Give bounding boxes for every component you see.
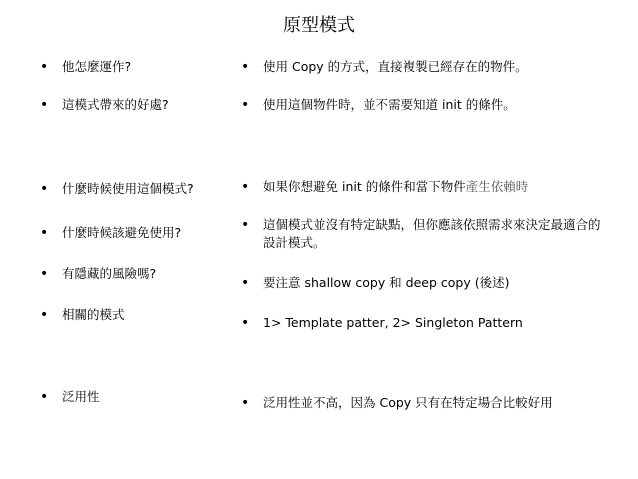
- question-column: [40, 0, 230, 479]
- bullet-icon: •: [40, 59, 49, 75]
- bullet-icon: •: [40, 225, 49, 241]
- answer-text: 使用這個物件時，並不需要知道 init 的條件。: [263, 97, 516, 112]
- list-item: [40, 180, 227, 198]
- answer-text-main: 如果你想避免 init 的條件和當下物件: [263, 179, 466, 194]
- list-item: [40, 58, 227, 76]
- list-item: [241, 58, 608, 76]
- question-text: 什麼時候該避免使用?: [62, 225, 182, 240]
- bullet-icon: •: [40, 266, 49, 282]
- bullet-icon: •: [40, 307, 49, 323]
- question-text: 這模式帶來的好處?: [62, 97, 169, 112]
- answer-text-suffix: 產生依賴時: [465, 179, 529, 194]
- bullet-icon: •: [241, 315, 250, 331]
- list-item: [40, 265, 227, 283]
- bullet-icon: •: [241, 179, 250, 195]
- bullet-icon: •: [241, 59, 250, 75]
- bullet-icon: •: [241, 395, 250, 411]
- question-text: 泛用性: [62, 389, 100, 404]
- answer-text: 使用 Copy 的方式，直接複製已經存在的物件。: [263, 59, 528, 74]
- slide-title: 原型模式: [283, 15, 355, 36]
- bullet-icon: •: [40, 389, 49, 405]
- bullet-icon: •: [40, 97, 49, 113]
- bullet-icon: •: [241, 275, 250, 291]
- question-text: 有隱藏的風險嗎?: [62, 266, 157, 281]
- list-item: [40, 96, 227, 114]
- list-item: [241, 178, 608, 196]
- answer-column: [241, 0, 621, 479]
- answer-text: 要注意 shallow copy 和 deep copy (後述): [263, 275, 510, 290]
- list-item: [241, 394, 608, 412]
- bullet-icon: •: [40, 181, 49, 197]
- bullet-icon: •: [241, 217, 250, 233]
- question-text: 他怎麼運作?: [62, 59, 132, 74]
- list-item: [40, 224, 227, 242]
- bullet-icon: •: [241, 97, 250, 113]
- answer-text: 泛用性並不高，因為 Copy 只有在特定場合比較好用: [263, 395, 553, 410]
- answer-text: 1> Template patter, 2> Singleton Pattern: [263, 315, 523, 330]
- answer-text: [263, 178, 608, 196]
- list-item: [241, 274, 608, 292]
- list-item: [40, 306, 227, 324]
- question-text: 相關的模式: [62, 307, 125, 322]
- list-item: [241, 216, 608, 252]
- list-item: [40, 388, 227, 406]
- answer-text: 這個模式並沒有特定缺點，但你應該依照需求來決定最適合的設計模式。: [263, 217, 601, 250]
- question-text: 什麼時候使用這個模式?: [62, 181, 194, 196]
- list-item: [241, 96, 608, 114]
- list-item: [241, 314, 608, 332]
